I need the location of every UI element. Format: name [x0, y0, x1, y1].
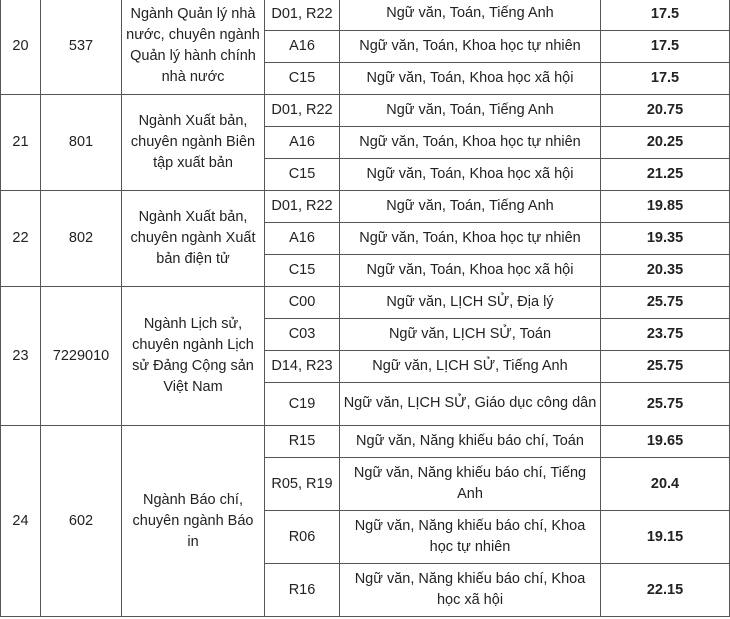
- major-code: 537: [41, 0, 122, 95]
- major-name: Ngành Lịch sử, chuyên ngành Lịch sử Đảng Cộng sản Việt Nam: [122, 287, 265, 426]
- cutoff-score: 25.75: [601, 383, 730, 426]
- subject-combination: Ngữ văn, Toán, Khoa học tự nhiên: [340, 223, 601, 255]
- subject-combination: Ngữ văn, LỊCH SỬ, Tiếng Anh: [340, 351, 601, 383]
- subject-combination: Ngữ văn, Năng khiếu báo chí, Toán: [340, 426, 601, 458]
- combo-code: C19: [265, 383, 340, 426]
- combo-code: D01, R22: [265, 191, 340, 223]
- cutoff-score: 19.15: [601, 511, 730, 564]
- major-name: Ngành Báo chí, chuyên ngành Báo in: [122, 426, 265, 617]
- subject-combination: Ngữ văn, LỊCH SỬ, Giáo dục công dân: [340, 383, 601, 426]
- cutoff-score: 21.25: [601, 159, 730, 191]
- cutoff-score: 19.85: [601, 191, 730, 223]
- cutoff-score: 20.75: [601, 95, 730, 127]
- subject-combination: Ngữ văn, Năng khiếu báo chí, Tiếng Anh: [340, 458, 601, 511]
- combo-code: A16: [265, 31, 340, 63]
- table-row: [1, 191, 730, 223]
- cutoff-score: 23.75: [601, 319, 730, 351]
- cutoff-score: 17.5: [601, 31, 730, 63]
- row-number: 21: [1, 95, 41, 191]
- combo-code: A16: [265, 223, 340, 255]
- combo-code: C15: [265, 255, 340, 287]
- subject-combination: Ngữ văn, Toán, Tiếng Anh: [340, 95, 601, 127]
- row-number: 24: [1, 426, 41, 617]
- subject-combination: Ngữ văn, Toán, Khoa học xã hội: [340, 159, 601, 191]
- subject-combination: Ngữ văn, Toán, Tiếng Anh: [340, 191, 601, 223]
- combo-code: A16: [265, 127, 340, 159]
- subject-combination: Ngữ văn, Toán, Khoa học tự nhiên: [340, 31, 601, 63]
- major-name: Ngành Quản lý nhà nước, chuyên ngành Quản lý hành chính nhà nước: [122, 0, 265, 95]
- subject-combination: Ngữ văn, Năng khiếu báo chí, Khoa học tự nhiên: [340, 511, 601, 564]
- major-name: Ngành Xuất bản, chuyên ngành Xuất bản điện tử: [122, 191, 265, 287]
- combo-code: C00: [265, 287, 340, 319]
- subject-combination: Ngữ văn, Toán, Khoa học xã hội: [340, 63, 601, 95]
- subject-combination: Ngữ văn, Năng khiếu báo chí, Khoa học xã hội: [340, 564, 601, 617]
- cutoff-score: 19.65: [601, 426, 730, 458]
- combo-code: C15: [265, 159, 340, 191]
- table-body: [1, 0, 730, 617]
- combo-code: D14, R23: [265, 351, 340, 383]
- row-number: 22: [1, 191, 41, 287]
- combo-code: D01, R22: [265, 0, 340, 31]
- cutoff-score: 22.15: [601, 564, 730, 617]
- cutoff-score: 25.75: [601, 351, 730, 383]
- subject-combination: Ngữ văn, Toán, Khoa học tự nhiên: [340, 127, 601, 159]
- combo-code: R15: [265, 426, 340, 458]
- subject-combination: Ngữ văn, Toán, Tiếng Anh: [340, 0, 601, 31]
- cutoff-score: 20.4: [601, 458, 730, 511]
- major-code: 801: [41, 95, 122, 191]
- cutoff-score: 20.35: [601, 255, 730, 287]
- cutoff-score: 17.5: [601, 0, 730, 31]
- table-row: [1, 287, 730, 319]
- combo-code: R06: [265, 511, 340, 564]
- subject-combination: Ngữ văn, LỊCH SỬ, Địa lý: [340, 287, 601, 319]
- subject-combination: Ngữ văn, LỊCH SỬ, Toán: [340, 319, 601, 351]
- cutoff-score: 17.5: [601, 63, 730, 95]
- row-number: 20: [1, 0, 41, 95]
- major-code: 802: [41, 191, 122, 287]
- subject-combination: Ngữ văn, Toán, Khoa học xã hội: [340, 255, 601, 287]
- major-code: 7229010: [41, 287, 122, 426]
- cutoff-score: 20.25: [601, 127, 730, 159]
- table-row: [1, 95, 730, 127]
- cutoff-score: 25.75: [601, 287, 730, 319]
- major-name: Ngành Xuất bản, chuyên ngành Biên tập xuất bản: [122, 95, 265, 191]
- cutoff-score: 19.35: [601, 223, 730, 255]
- combo-code: C15: [265, 63, 340, 95]
- combo-code: R05, R19: [265, 458, 340, 511]
- combo-code: D01, R22: [265, 95, 340, 127]
- combo-code: C03: [265, 319, 340, 351]
- major-code: 602: [41, 426, 122, 617]
- table-row: [1, 0, 730, 31]
- table-row: [1, 426, 730, 458]
- combo-code: R16: [265, 564, 340, 617]
- row-number: 23: [1, 287, 41, 426]
